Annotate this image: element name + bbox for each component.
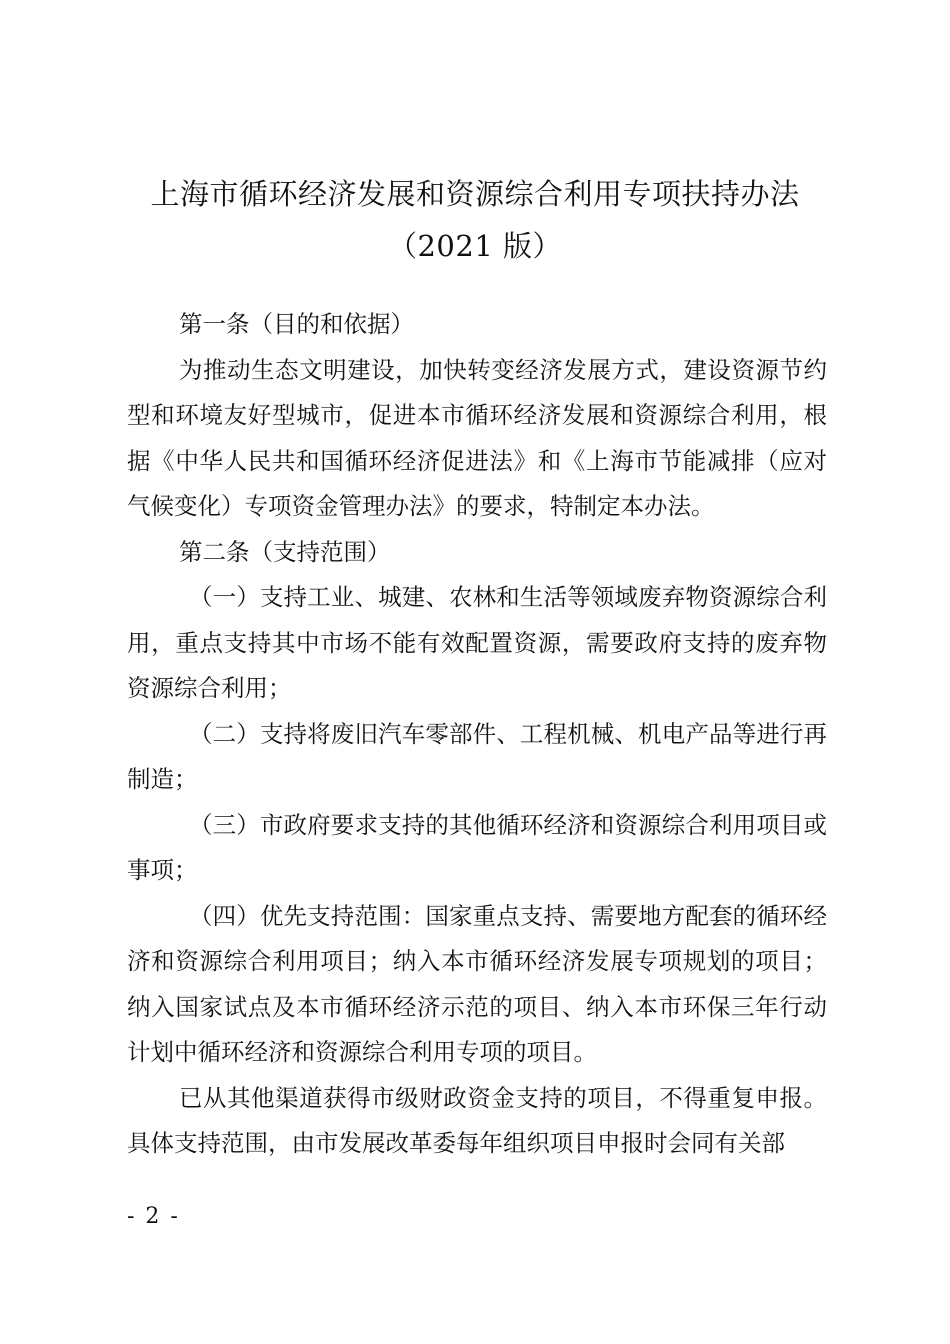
page-number: - 2 - — [127, 1204, 180, 1229]
article-2-item-1: （一）支持工业、城建、农林和生活等领域废弃物资源综合利用，重点支持其中市场不能有效配置资源，需要政府支持的废弃物资源综合利用； — [127, 583, 827, 702]
article-2-note: 已从其他渠道获得市级财政资金支持的项目，不得重复申报。具体支持范围，由市发展改革委每年组织项目申报时会同有关部 — [127, 1083, 827, 1157]
article-1-heading: 第一条（目的和依据） — [179, 310, 414, 338]
document-title: 上海市循环经济发展和资源综合利用专项扶持办法 — [150, 177, 800, 211]
article-2-item-3: （三）市政府要求支持的其他循环经济和资源综合利用项目或事项； — [127, 810, 827, 884]
article-1-text: 为推动生态文明建设，加快转变经济发展方式，建设资源节约型和环境友好型城市，促进本市循环经济发展和资源综合利用，根据《中华人民共和国循环经济促进法》和《上海市节能减排（应对气候变化）专项资金管理办法》的要求，特制定本办法。 — [127, 355, 827, 520]
article-2-heading: 第二条（支持范围） — [179, 537, 391, 566]
article-2-item-4: （四）优先支持范围：国家重点支持、需要地方配套的循环经济和资源综合利用项目；纳入本市循环经济发展专项规划的项目；纳入国家试点及本市循环经济示范的项目、纳入本市环保三年行动计划中循环经济和资源综合利用专项的项目。 — [127, 901, 827, 1066]
document-body — [127, 302, 827, 1167]
article-2-item-2: （二）支持将废旧汽车零部件、工程机械、机电产品等进行再制造； — [127, 719, 827, 793]
document-version: （2021 版） — [387, 229, 563, 263]
